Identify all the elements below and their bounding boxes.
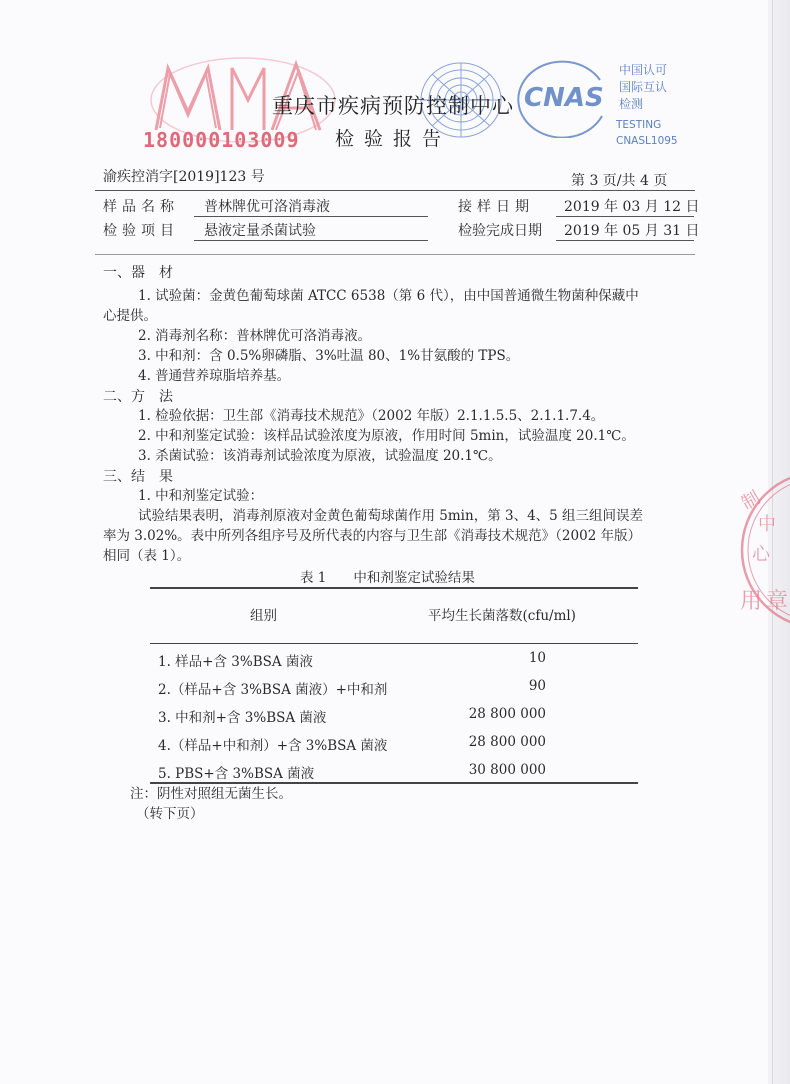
svg-text:用: 用	[740, 589, 763, 614]
cnas-en-line: TESTING	[616, 119, 662, 131]
methods-item: 1. 检验依据：卫生部《消毒技术规范》（2002 年版）2.1.1.5.5、2.1.1.7.4。	[138, 408, 605, 424]
cnas-cn-line: 中国认可	[619, 63, 668, 77]
receive-date-value: 2019 年 03 月 12 日	[564, 199, 700, 215]
receive-date-underline	[556, 216, 694, 217]
section-methods-title: 二、方 法	[103, 389, 173, 405]
table-cell-group: 3. 中和剂+含 3%BSA 菌液	[158, 710, 327, 726]
cma-stamp-number: 180000103009	[143, 128, 300, 152]
materials-item: 2. 消毒剂名称：普林牌优可洛消毒液。	[138, 328, 372, 344]
table-cell-count: 30 800 000	[468, 762, 546, 778]
sample-name-label: 样品名称	[103, 199, 179, 215]
section-results-title: 三、结 果	[103, 469, 173, 485]
sample-name-value: 普林牌优可洛消毒液	[204, 199, 330, 215]
table-cell-count: 90	[528, 678, 546, 694]
table-header-rule	[150, 643, 638, 644]
cnas-en-text	[616, 117, 678, 149]
table-cell-count: 10	[528, 650, 546, 666]
svg-text:制: 制	[738, 487, 765, 515]
receive-date-label: 接样日期	[458, 199, 534, 215]
table-cell-group: 4.（样品+中和剂）+含 3%BSA 菌液	[158, 738, 388, 754]
results-subtitle: 1. 中和剂鉴定试验：	[138, 488, 264, 504]
table-cell-group: 2.（样品+含 3%BSA 菌液）+中和剂	[158, 682, 388, 698]
table-cell-group: 1. 样品+含 3%BSA 菌液	[158, 654, 313, 670]
methods-item: 3. 杀菌试验：该消毒剂试验浓度为原液，试验温度 20.1℃。	[138, 448, 502, 464]
document-number: 渝疾控消字[2019]123 号	[103, 169, 265, 185]
table-caption: 表 1 中和剂鉴定试验结果	[300, 570, 475, 586]
methods-item: 2. 中和剂鉴定试验：该样品试验浓度为原液，作用时间 5min，试验温度 20.1℃。	[138, 428, 635, 444]
finish-date-label: 检验完成日期	[458, 223, 542, 239]
results-paragraph: 率为 3.02%。表中所列各组序号及所代表的内容与卫生部《消毒技术规范》（2002 年版）	[103, 528, 642, 544]
finish-date-value: 2019 年 05 月 31 日	[564, 223, 700, 239]
test-item-underline	[194, 240, 428, 241]
cnas-en-line: CNASL1095	[616, 135, 678, 147]
table-header-count: 平均生长菌落数(cfu/ml)	[428, 608, 576, 624]
section-materials-title: 一、器 材	[103, 265, 173, 281]
test-item-label: 检验项目	[103, 223, 179, 239]
page-number: 第 3 页/共 4 页	[571, 173, 668, 189]
finish-date-underline	[556, 240, 694, 241]
sample-name-underline	[194, 216, 428, 217]
fields-divider	[95, 254, 695, 255]
cnas-cn-line: 国际互认	[619, 80, 668, 94]
table-top-rule	[150, 587, 638, 589]
results-paragraph: 试验结果表明，消毒剂原液对金黄色葡萄球菌作用 5min，第 3、4、5 组三组间误差	[138, 508, 644, 524]
continued-marker: （转下页）	[136, 806, 204, 822]
table-cell-group: 5. PBS+含 3%BSA 菌液	[158, 766, 315, 782]
svg-text:心: 心	[752, 544, 770, 565]
cnas-logo	[512, 58, 612, 138]
report-title: 检验报告	[335, 128, 452, 150]
cnas-logo-text: CNAS	[524, 83, 604, 113]
official-seal	[728, 470, 790, 650]
table-cell-count: 28 800 000	[468, 706, 546, 722]
table-cell-count: 28 800 000	[468, 734, 546, 750]
results-paragraph: 相同（表 1）。	[103, 548, 191, 564]
table-note: 注：阴性对照组无菌生长。	[130, 786, 292, 802]
header-divider	[95, 190, 695, 191]
materials-item: 3. 中和剂：含 0.5%卵磷脂、3%吐温 80、1%甘氨酸的 TPS。	[138, 348, 520, 364]
materials-item: 1. 试验菌：金黄色葡萄球菌 ATCC 6538（第 6 代），由中国普通微生物菌种保藏中	[138, 288, 639, 304]
organization-title: 重庆市疾病预防控制中心	[272, 94, 514, 118]
svg-text:章: 章	[766, 589, 789, 614]
cnas-cn-text	[619, 62, 667, 113]
svg-text:中: 中	[758, 514, 776, 535]
test-item-value: 悬液定量杀菌试验	[204, 223, 316, 239]
table-header-group: 组别	[250, 608, 277, 624]
cnas-cn-line: 检测	[619, 97, 644, 111]
materials-item: 4. 普通营养琼脂培养基。	[138, 368, 291, 384]
materials-item: 心提供。	[103, 308, 157, 324]
